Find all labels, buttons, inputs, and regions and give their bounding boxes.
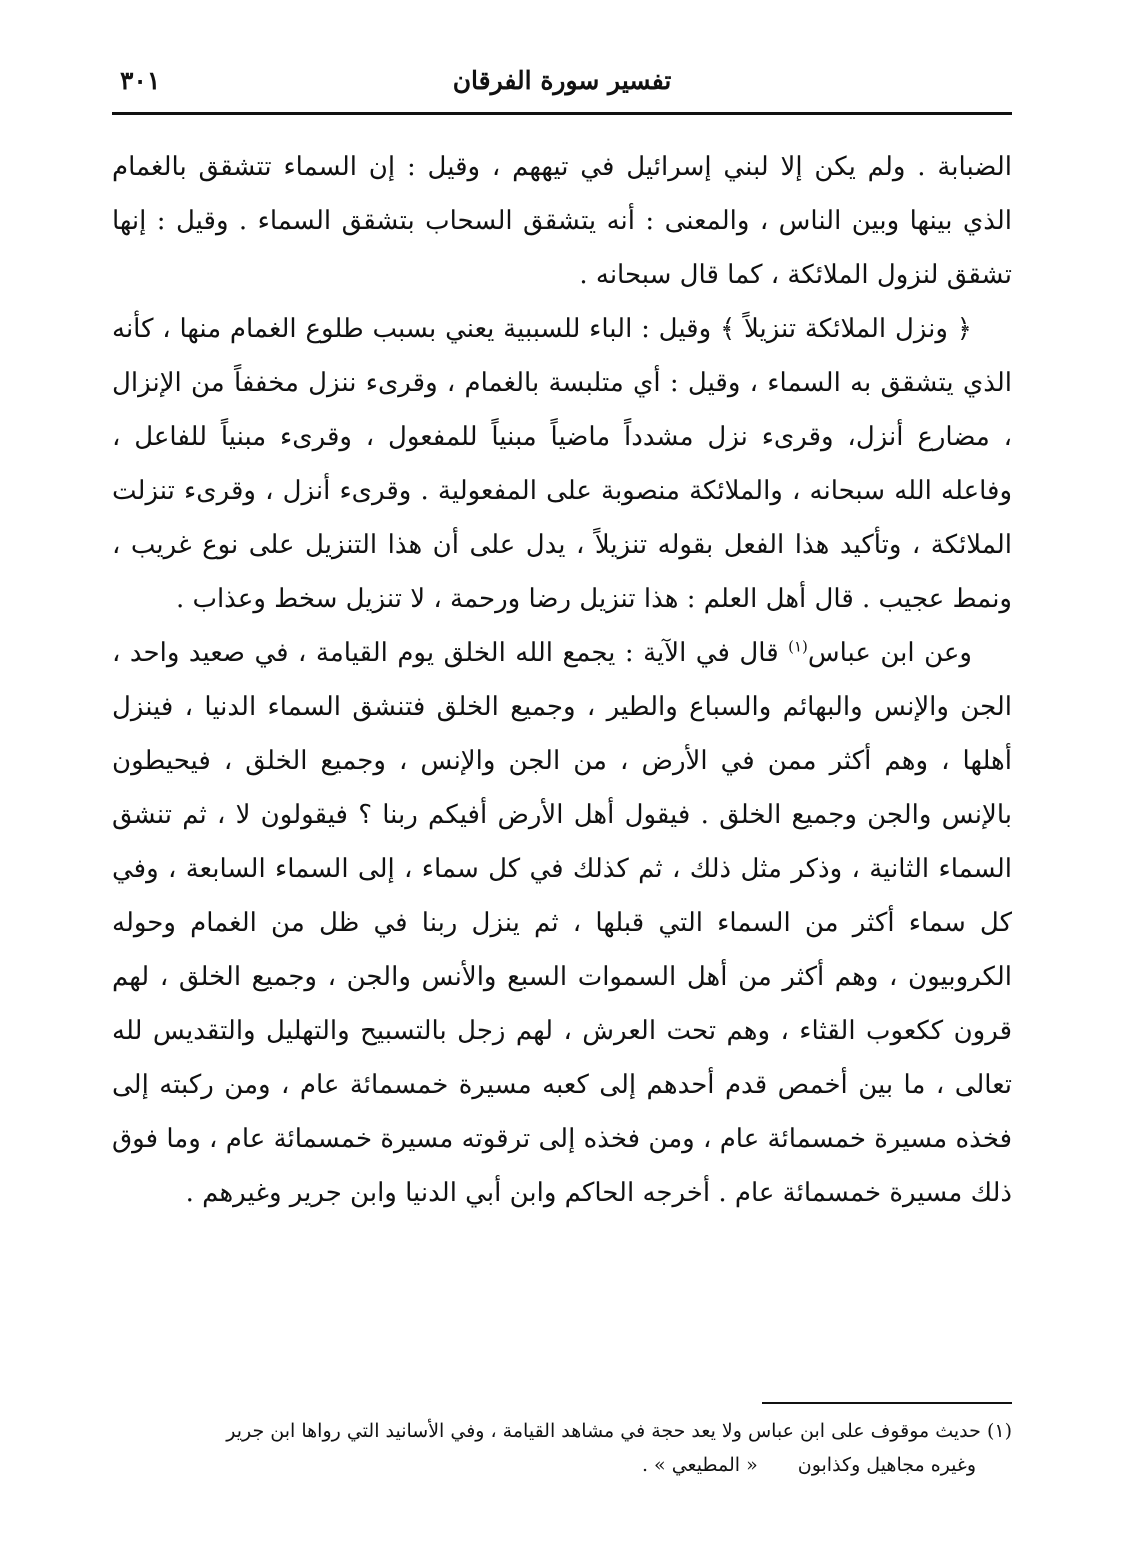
paragraph-3 [112,626,1012,1220]
paragraph-2: ﴿ ونزل الملائكة تنزيلاً ﴾ وقيل : الباء للسببية يعني بسبب طلوع الغمام منها ، كأنه الذي يتشقق به السماء ، وقيل : أي متلبسة بالغمام ، وقرىء ننزل مخففاً من الإنزال ، مضارع أنزل، وقرىء نزل مشدداً ماضياً مبنياً للمفعول ، وقرىء مبنياً للفاعل ، وفاعله الله سبحانه ، والملائكة منصوبة على المفعولية . وقرىء أنزل ، وقرىء تنزلت الملائكة ، وتأكيد هذا الفعل بقوله تنزيلاً ، يدل على أن هذا التنزيل على نوع غريب ، ونمط عجيب . قال أهل العلم : هذا تنزيل رضا ورحمة ، لا تنزيل سخط وعذاب . [112,314,1012,614]
footnote-line-1 [112,1414,1012,1448]
footnote-line-2 [112,1448,1012,1482]
paragraph-3-start: وعن ابن عباس [807,638,972,668]
footnote-text-2: وغيره مجاهيل وكذابون [797,1454,976,1476]
footnote-text-1: حديث موقوف على ابن عباس ولا يعد حجة في مشاهد القيامة ، وفي الأسانيد التي رواها ابن جرير [226,1420,987,1442]
main-text [112,140,1012,1220]
footnote-reference[interactable]: (١) [788,637,808,656]
page-number: ٣٠١ [120,66,161,95]
footnote [112,1414,1012,1482]
page-header [112,60,1012,110]
footnote-number: (١) [986,1420,1012,1442]
footnote-rule [762,1402,1012,1404]
paragraph-1: الضبابة . ولم يكن إلا لبني إسرائيل في تيههم ، وقيل : إن السماء تتشقق بالغمام الذي بينها وبين الناس ، والمعنى : أنه يتشقق السحاب بتشقق السماء . وقيل : إنها تشقق لنزول الملائكة ، كما قال سبحانه . [112,152,1012,290]
header-rule [112,112,1012,115]
paragraph-3-rest: قال في الآية : يجمع الله الخلق يوم القيامة ، في صعيد واحد ، الجن والإنس والبهائم والسباع والطير ، وجميع الخلق فتنشق السماء الدنيا ، فينزل أهلها ، وهم أكثر ممن في الأرض ، من الجن والإنس ، وجميع الخلق ، فيحيطون بالإنس والجن وجميع الخلق . فيقول أهل الأرض أفيكم ربنا ؟ فيقولون لا ، ثم تنشق السماء الثانية ، وذكر مثل ذلك ، ثم كذلك في كل سماء ، إلى السماء السابعة ، وفي كل سماء أكثر من السماء التي قبلها ، ثم ينزل ربنا في ظل من الغمام وحوله الكروبيون ، وهم أكثر من أهل السموات السبع والأنس والجن ، وجميع الخلق ، لهم قرون ككعوب القثاء ، وهم تحت العرش ، لهم زجل بالتسبيح والتهليل والتقديس لله تعالى ، ما بين أخمص قدم أحدهم إلى كعبه مسيرة خمسمائة عام ، ومن ركبته إلى فخذه مسيرة خمسمائة عام ، ومن فخذه إلى ترقوته مسيرة خمسمائة عام ، وما فوق ذلك مسيرة خمسمائة عام . أخرجه الحاكم وابن أبي الدنيا وابن جرير وغيرهم . [112,638,1013,1208]
running-title: تفسير سورة الفرقان [452,66,672,95]
footnote-source: « المطيعي » . [641,1454,758,1476]
